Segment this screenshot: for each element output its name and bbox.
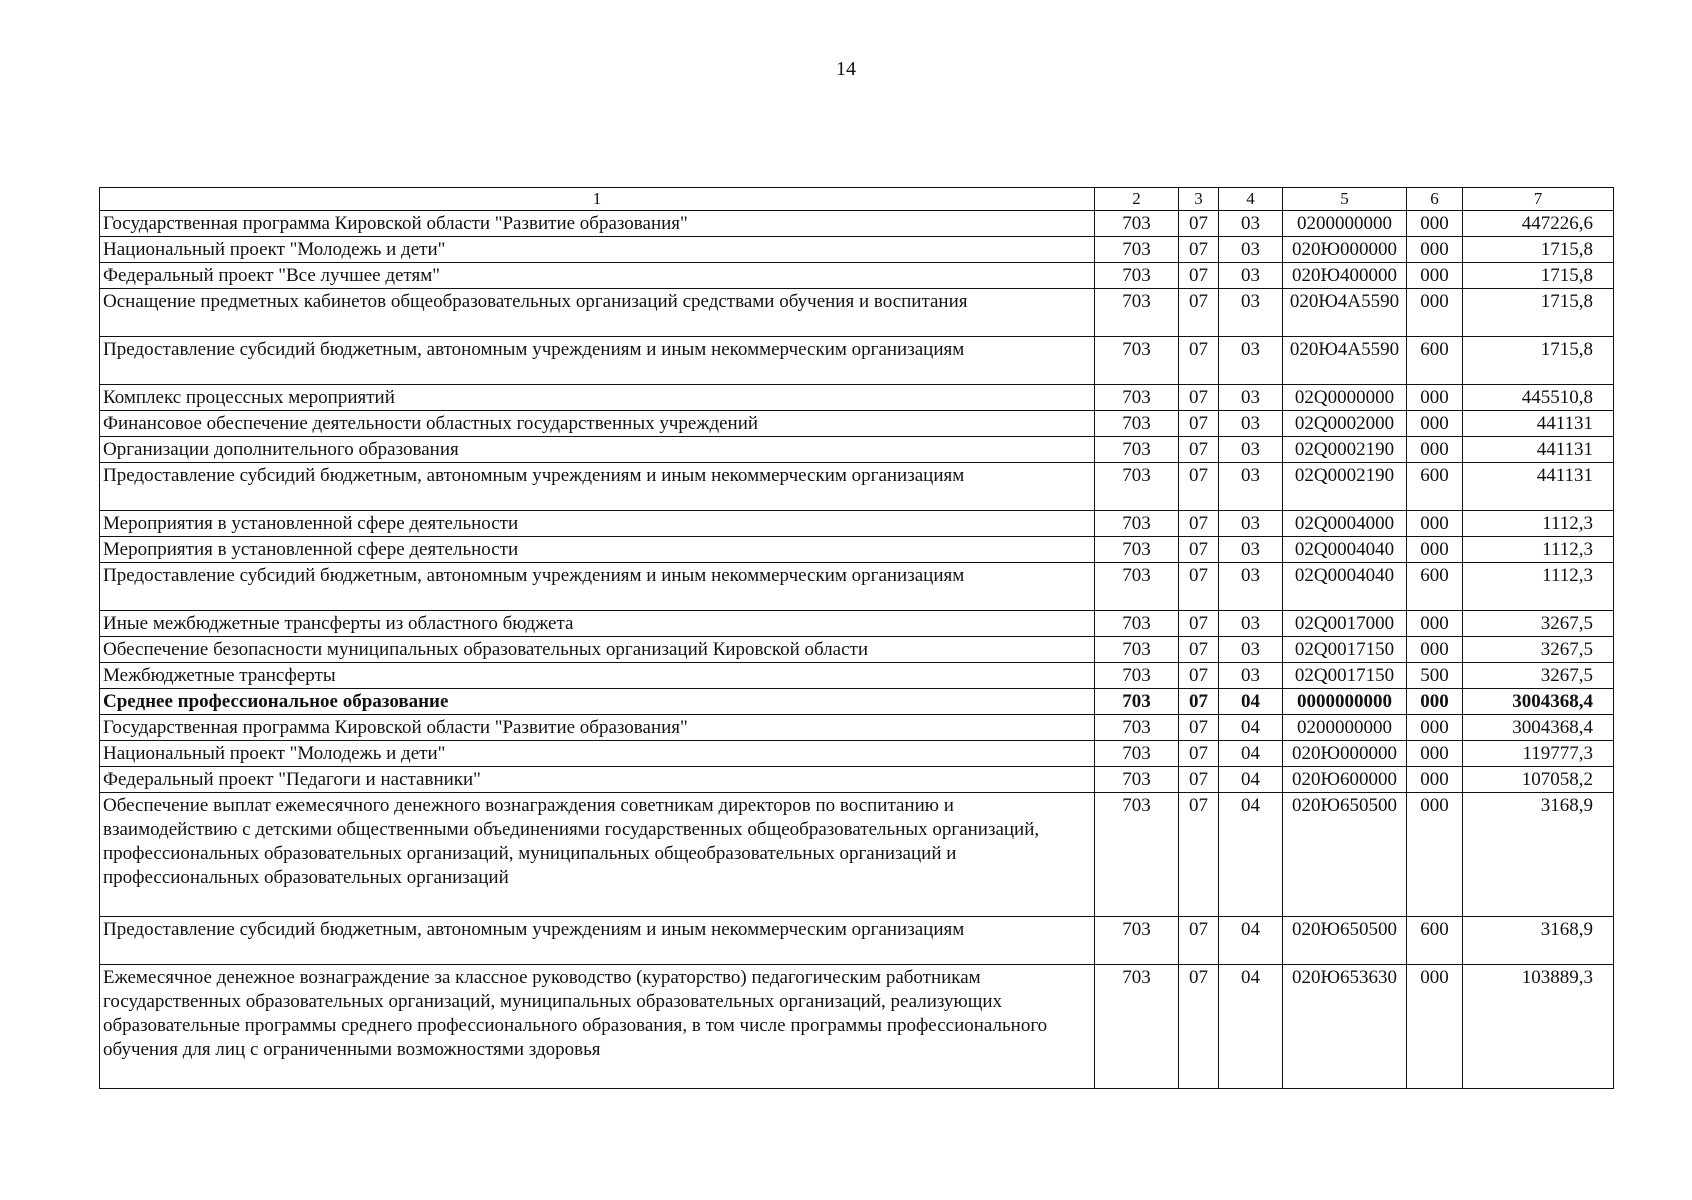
table-row	[100, 767, 1614, 793]
row-name-cell: Государственная программа Кировской области "Развитие образования"	[100, 211, 1095, 237]
amount-cell: 3267,5	[1463, 611, 1614, 637]
subsection-code-cell: 03	[1219, 211, 1283, 237]
expense-type-cell: 000	[1407, 237, 1463, 263]
target-article-cell: 020Ю4А5590	[1283, 337, 1407, 385]
subsection-code-cell: 04	[1219, 767, 1283, 793]
row-name-cell: Мероприятия в установленной сфере деятельности	[100, 537, 1095, 563]
header-cell: 1	[100, 188, 1095, 211]
ministry-code-cell: 703	[1095, 237, 1179, 263]
section-code-cell: 07	[1179, 211, 1219, 237]
expense-type-cell: 000	[1407, 411, 1463, 437]
subsection-code-cell: 04	[1219, 689, 1283, 715]
section-code-cell: 07	[1179, 689, 1219, 715]
subsection-code-cell: 04	[1219, 965, 1283, 1089]
subsection-code-cell: 03	[1219, 637, 1283, 663]
table-row	[100, 411, 1614, 437]
row-name-cell: Федеральный проект "Все лучшее детям"	[100, 263, 1095, 289]
ministry-code-cell: 703	[1095, 611, 1179, 637]
table-row	[100, 337, 1614, 385]
ministry-code-cell: 703	[1095, 289, 1179, 337]
section-code-cell: 07	[1179, 437, 1219, 463]
section-code-cell: 07	[1179, 237, 1219, 263]
subsection-code-cell: 03	[1219, 437, 1283, 463]
subsection-code-cell: 03	[1219, 563, 1283, 611]
target-article-cell: 020Ю000000	[1283, 237, 1407, 263]
row-name-cell: Межбюджетные трансферты	[100, 663, 1095, 689]
table-row	[100, 965, 1614, 1089]
expense-type-cell: 000	[1407, 511, 1463, 537]
expense-type-cell: 000	[1407, 537, 1463, 563]
expense-type-cell: 600	[1407, 463, 1463, 511]
section-code-cell: 07	[1179, 463, 1219, 511]
amount-cell: 1715,8	[1463, 337, 1614, 385]
ministry-code-cell: 703	[1095, 411, 1179, 437]
amount-cell: 1112,3	[1463, 563, 1614, 611]
target-article-cell: 02Q0004000	[1283, 511, 1407, 537]
section-code-cell: 07	[1179, 385, 1219, 411]
section-code-cell: 07	[1179, 611, 1219, 637]
target-article-cell: 02Q0004040	[1283, 537, 1407, 563]
subsection-code-cell: 03	[1219, 263, 1283, 289]
target-article-cell: 02Q0017000	[1283, 611, 1407, 637]
header-cell: 3	[1179, 188, 1219, 211]
table-header-row	[100, 188, 1614, 211]
amount-cell: 3168,9	[1463, 793, 1614, 917]
target-article-cell: 02Q0004040	[1283, 563, 1407, 611]
ministry-code-cell: 703	[1095, 917, 1179, 965]
section-code-cell: 07	[1179, 965, 1219, 1089]
table-row	[100, 511, 1614, 537]
row-name-cell: Национальный проект "Молодежь и дети"	[100, 741, 1095, 767]
table-body	[100, 188, 1614, 1089]
subsection-code-cell: 03	[1219, 237, 1283, 263]
section-code-cell: 07	[1179, 411, 1219, 437]
table-row	[100, 917, 1614, 965]
ministry-code-cell: 703	[1095, 511, 1179, 537]
table-row	[100, 463, 1614, 511]
amount-cell: 1715,8	[1463, 289, 1614, 337]
ministry-code-cell: 703	[1095, 965, 1179, 1089]
amount-cell: 119777,3	[1463, 741, 1614, 767]
table-row	[100, 611, 1614, 637]
table-row	[100, 793, 1614, 917]
ministry-code-cell: 703	[1095, 437, 1179, 463]
expense-type-cell: 600	[1407, 563, 1463, 611]
subsection-code-cell: 03	[1219, 411, 1283, 437]
amount-cell: 3267,5	[1463, 637, 1614, 663]
row-name-cell: Организации дополнительного образования	[100, 437, 1095, 463]
subsection-code-cell: 03	[1219, 511, 1283, 537]
subsection-code-cell: 03	[1219, 463, 1283, 511]
target-article-cell: 02Q0000000	[1283, 385, 1407, 411]
section-code-cell: 07	[1179, 741, 1219, 767]
ministry-code-cell: 703	[1095, 637, 1179, 663]
expense-type-cell: 000	[1407, 793, 1463, 917]
target-article-cell: 0200000000	[1283, 715, 1407, 741]
amount-cell: 1715,8	[1463, 263, 1614, 289]
row-name-cell: Предоставление субсидий бюджетным, автономным учреждениям и иным некоммерческим организациям	[100, 917, 1095, 965]
amount-cell: 1112,3	[1463, 537, 1614, 563]
section-code-cell: 07	[1179, 511, 1219, 537]
target-article-cell: 020Ю653630	[1283, 965, 1407, 1089]
row-name-cell: Государственная программа Кировской области "Развитие образования"	[100, 715, 1095, 741]
row-name-cell: Обеспечение безопасности муниципальных образовательных организаций Кировской области	[100, 637, 1095, 663]
amount-cell: 3267,5	[1463, 663, 1614, 689]
amount-cell: 441131	[1463, 463, 1614, 511]
ministry-code-cell: 703	[1095, 793, 1179, 917]
row-name-cell: Оснащение предметных кабинетов общеобразовательных организаций средствами обучения и воспитания	[100, 289, 1095, 337]
page-number: 14	[836, 58, 856, 80]
section-code-cell: 07	[1179, 715, 1219, 741]
table-row	[100, 689, 1614, 715]
ministry-code-cell: 703	[1095, 741, 1179, 767]
section-code-cell: 07	[1179, 337, 1219, 385]
row-name-cell: Ежемесячное денежное вознаграждение за классное руководство (кураторство) педагогическим работникам государственных образовательных организаций, муниципальных образовательных организаций, реализующих образовательные программы среднего профессионального образования, в том числе программы профессионального обучения для лиц с ограниченными возможностями здоровья	[100, 965, 1095, 1089]
amount-cell: 3004368,4	[1463, 689, 1614, 715]
table-row	[100, 563, 1614, 611]
ministry-code-cell: 703	[1095, 385, 1179, 411]
amount-cell: 445510,8	[1463, 385, 1614, 411]
expense-type-cell: 000	[1407, 611, 1463, 637]
subsection-code-cell: 03	[1219, 337, 1283, 385]
target-article-cell: 020Ю650500	[1283, 793, 1407, 917]
subsection-code-cell: 04	[1219, 715, 1283, 741]
amount-cell: 1715,8	[1463, 237, 1614, 263]
subsection-code-cell: 03	[1219, 611, 1283, 637]
table-row	[100, 211, 1614, 237]
table-row	[100, 663, 1614, 689]
expense-type-cell: 000	[1407, 289, 1463, 337]
table-row	[100, 237, 1614, 263]
expense-type-cell: 600	[1407, 917, 1463, 965]
row-name-cell: Иные межбюджетные трансферты из областного бюджета	[100, 611, 1095, 637]
header-cell: 4	[1219, 188, 1283, 211]
section-code-cell: 07	[1179, 563, 1219, 611]
subsection-code-cell: 03	[1219, 385, 1283, 411]
ministry-code-cell: 703	[1095, 663, 1179, 689]
amount-cell: 3168,9	[1463, 917, 1614, 965]
amount-cell: 107058,2	[1463, 767, 1614, 793]
ministry-code-cell: 703	[1095, 211, 1179, 237]
target-article-cell: 020Ю400000	[1283, 263, 1407, 289]
target-article-cell: 02Q0017150	[1283, 637, 1407, 663]
row-name-cell: Среднее профессиональное образование	[100, 689, 1095, 715]
expense-type-cell: 000	[1407, 767, 1463, 793]
section-code-cell: 07	[1179, 917, 1219, 965]
section-code-cell: 07	[1179, 537, 1219, 563]
row-name-cell: Предоставление субсидий бюджетным, автономным учреждениям и иным некоммерческим организациям	[100, 337, 1095, 385]
expense-type-cell: 000	[1407, 637, 1463, 663]
section-code-cell: 07	[1179, 289, 1219, 337]
subsection-code-cell: 03	[1219, 663, 1283, 689]
row-name-cell: Федеральный проект "Педагоги и наставники"	[100, 767, 1095, 793]
amount-cell: 447226,6	[1463, 211, 1614, 237]
ministry-code-cell: 703	[1095, 537, 1179, 563]
target-article-cell: 020Ю000000	[1283, 741, 1407, 767]
expense-type-cell: 000	[1407, 211, 1463, 237]
subsection-code-cell: 04	[1219, 793, 1283, 917]
subsection-code-cell: 04	[1219, 917, 1283, 965]
table-row	[100, 715, 1614, 741]
amount-cell: 1112,3	[1463, 511, 1614, 537]
section-code-cell: 07	[1179, 263, 1219, 289]
header-cell: 7	[1463, 188, 1614, 211]
subsection-code-cell: 04	[1219, 741, 1283, 767]
target-article-cell: 020Ю4А5590	[1283, 289, 1407, 337]
amount-cell: 3004368,4	[1463, 715, 1614, 741]
target-article-cell: 02Q0002190	[1283, 463, 1407, 511]
expense-type-cell: 000	[1407, 385, 1463, 411]
table-row	[100, 637, 1614, 663]
section-code-cell: 07	[1179, 663, 1219, 689]
target-article-cell: 0200000000	[1283, 211, 1407, 237]
row-name-cell: Национальный проект "Молодежь и дети"	[100, 237, 1095, 263]
ministry-code-cell: 703	[1095, 715, 1179, 741]
target-article-cell: 02Q0002000	[1283, 411, 1407, 437]
table-row	[100, 385, 1614, 411]
table-row	[100, 437, 1614, 463]
expense-type-cell: 000	[1407, 263, 1463, 289]
table-row	[100, 263, 1614, 289]
row-name-cell: Комплекс процессных мероприятий	[100, 385, 1095, 411]
expense-type-cell: 000	[1407, 715, 1463, 741]
expense-type-cell: 000	[1407, 965, 1463, 1089]
row-name-cell: Предоставление субсидий бюджетным, автономным учреждениям и иным некоммерческим организациям	[100, 463, 1095, 511]
table-row	[100, 741, 1614, 767]
expense-type-cell: 000	[1407, 689, 1463, 715]
row-name-cell: Финансовое обеспечение деятельности областных государственных учреждений	[100, 411, 1095, 437]
row-name-cell: Предоставление субсидий бюджетным, автономным учреждениям и иным некоммерческим организациям	[100, 563, 1095, 611]
ministry-code-cell: 703	[1095, 563, 1179, 611]
section-code-cell: 07	[1179, 767, 1219, 793]
ministry-code-cell: 703	[1095, 463, 1179, 511]
row-name-cell: Мероприятия в установленной сфере деятельности	[100, 511, 1095, 537]
ministry-code-cell: 703	[1095, 689, 1179, 715]
section-code-cell: 07	[1179, 793, 1219, 917]
budget-table	[99, 187, 1614, 1089]
ministry-code-cell: 703	[1095, 337, 1179, 385]
expense-type-cell: 500	[1407, 663, 1463, 689]
target-article-cell: 02Q0017150	[1283, 663, 1407, 689]
ministry-code-cell: 703	[1095, 263, 1179, 289]
target-article-cell: 0000000000	[1283, 689, 1407, 715]
ministry-code-cell: 703	[1095, 767, 1179, 793]
header-cell: 2	[1095, 188, 1179, 211]
amount-cell: 441131	[1463, 437, 1614, 463]
expense-type-cell: 000	[1407, 741, 1463, 767]
target-article-cell: 020Ю600000	[1283, 767, 1407, 793]
amount-cell: 103889,3	[1463, 965, 1614, 1089]
subsection-code-cell: 03	[1219, 289, 1283, 337]
target-article-cell: 020Ю650500	[1283, 917, 1407, 965]
amount-cell: 441131	[1463, 411, 1614, 437]
header-cell: 6	[1407, 188, 1463, 211]
target-article-cell: 02Q0002190	[1283, 437, 1407, 463]
table-row	[100, 289, 1614, 337]
expense-type-cell: 000	[1407, 437, 1463, 463]
subsection-code-cell: 03	[1219, 537, 1283, 563]
header-cell: 5	[1283, 188, 1407, 211]
row-name-cell: Обеспечение выплат ежемесячного денежного вознаграждения советникам директоров по воспитанию и взаимодействию с детскими общественными объединениями государственных общеобразовательных организаций, профессиональных образовательных организаций, муниципальных общеобразовательных организаций и профессиональных образовательных организаций	[100, 793, 1095, 917]
section-code-cell: 07	[1179, 637, 1219, 663]
expense-type-cell: 600	[1407, 337, 1463, 385]
table-row	[100, 537, 1614, 563]
